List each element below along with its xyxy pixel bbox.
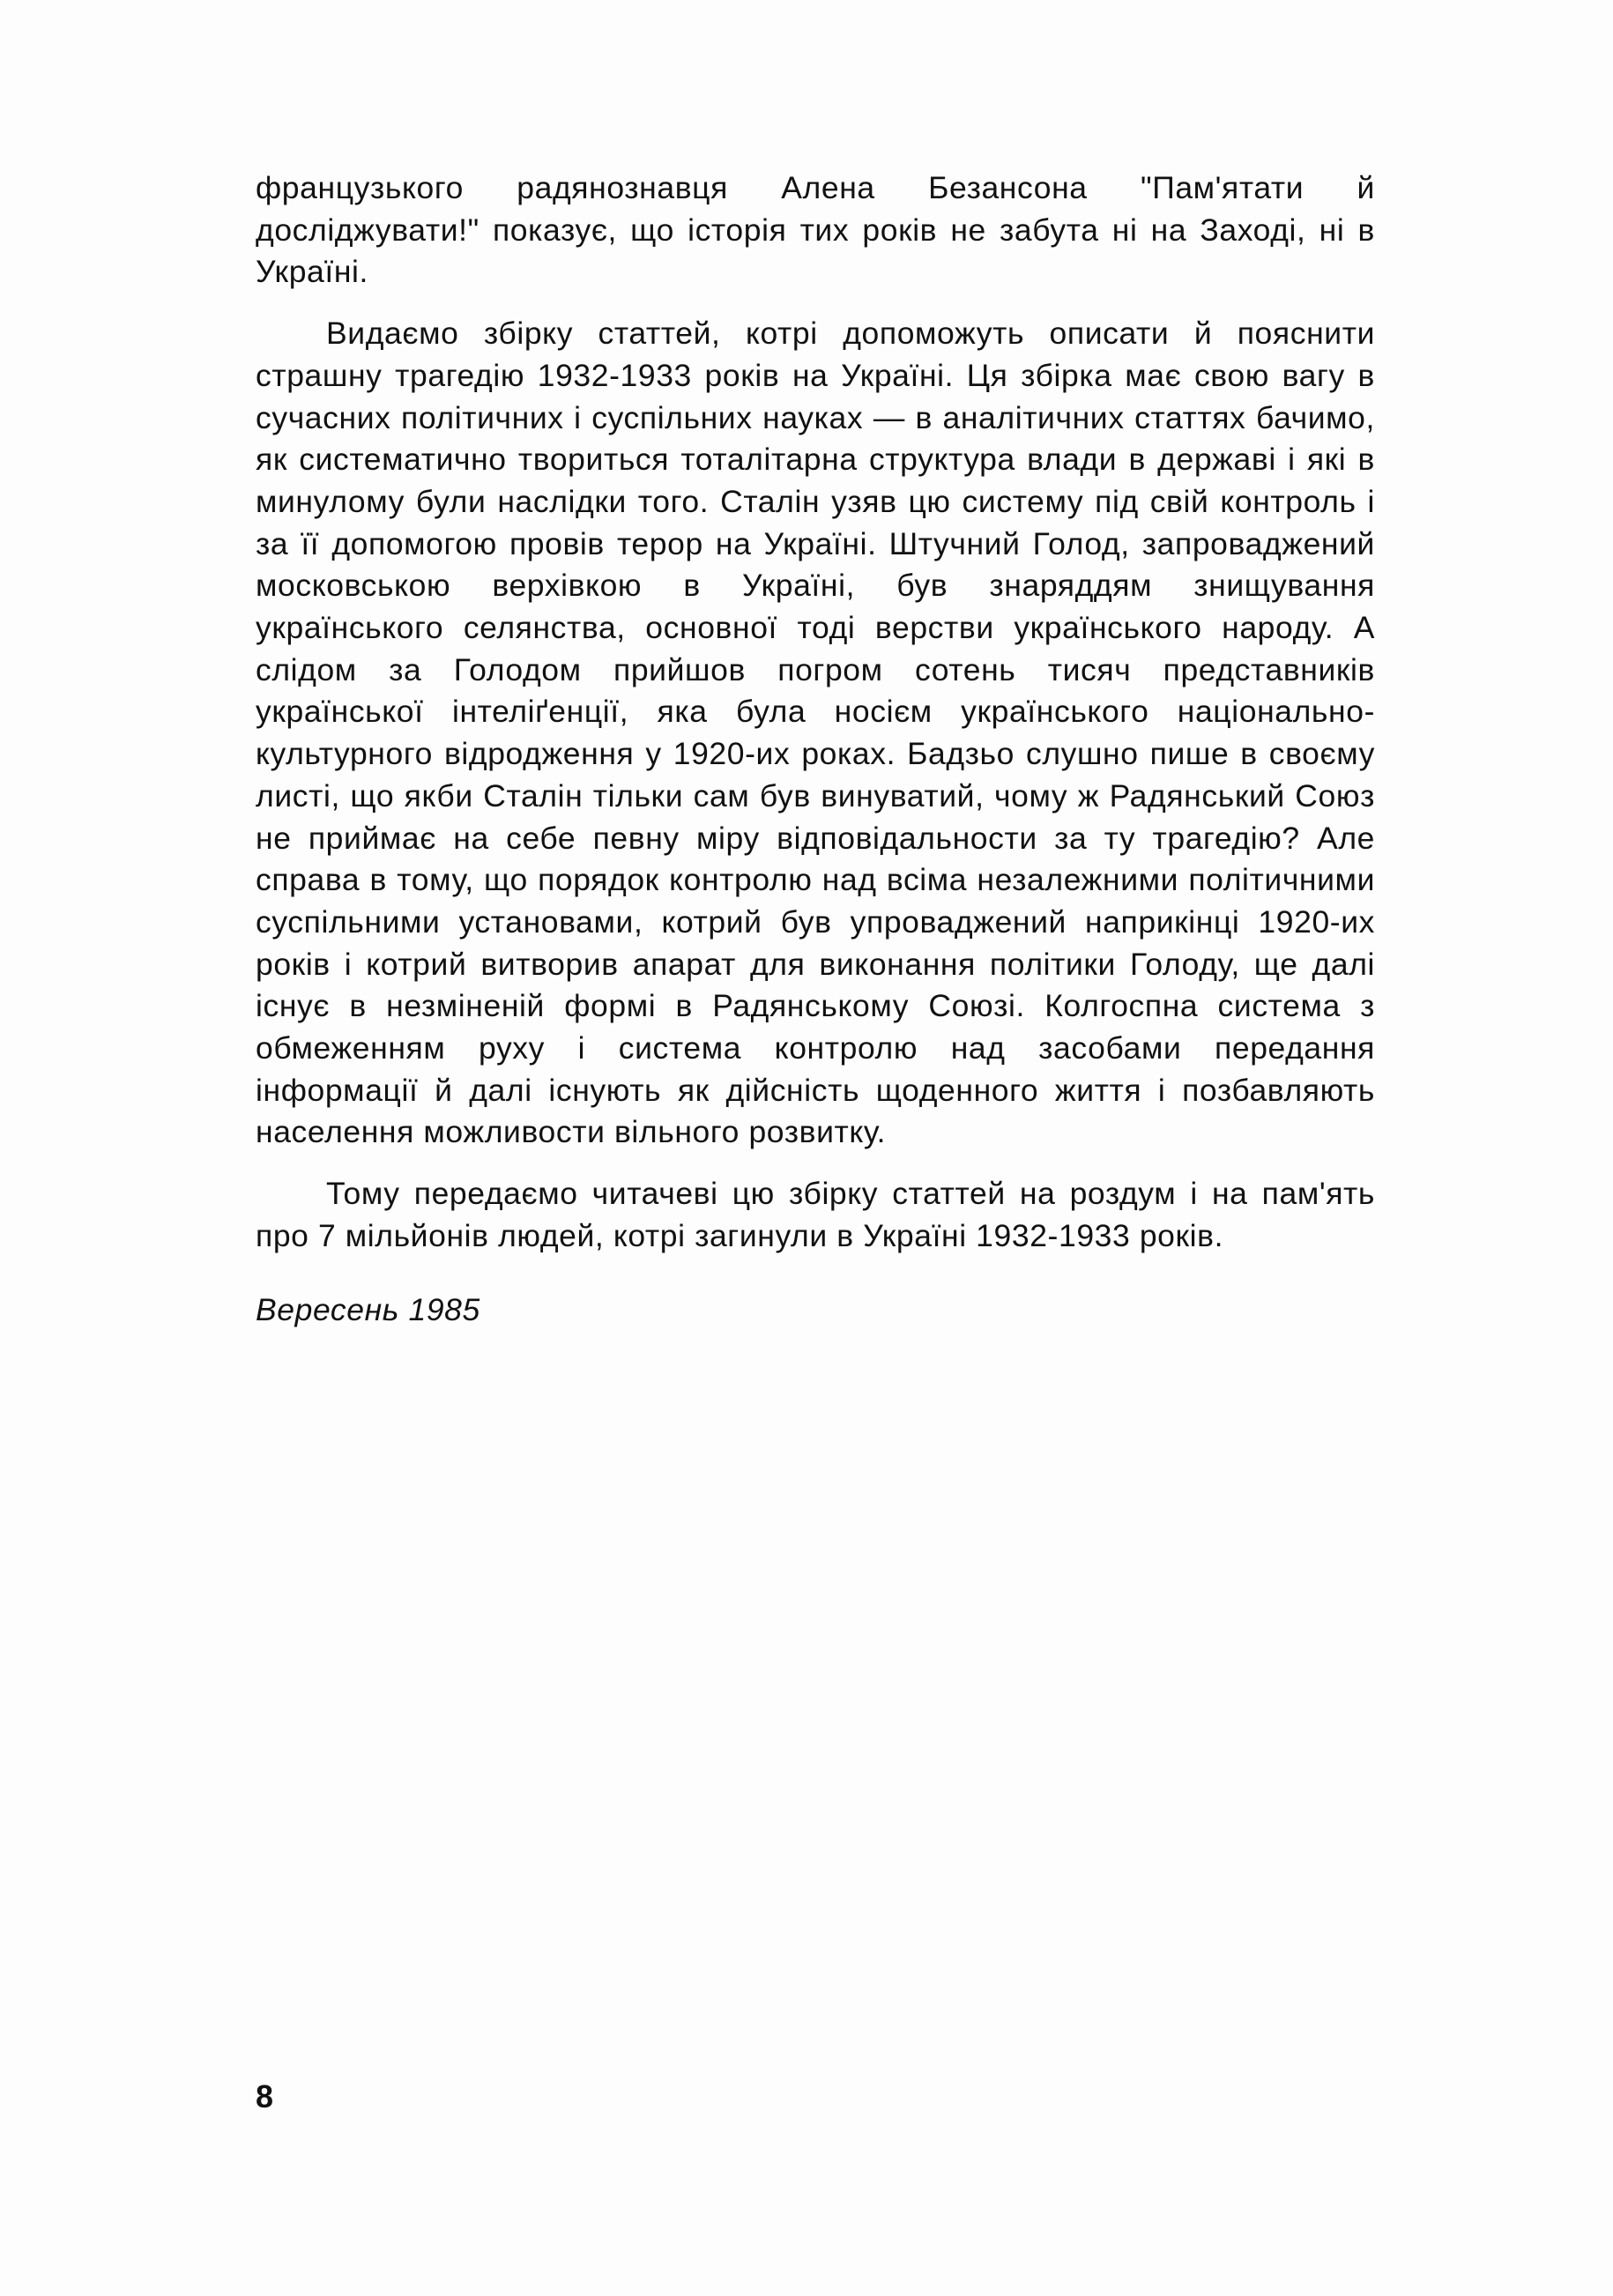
page-number: 8 [256,2078,274,2114]
body-text [256,167,1375,1331]
paragraph-1: французького радянознавця Алена Безансона "Пам'ятати й досліджувати!" показує, що історія тих років не забута ні на Заході, ні в Україні. [256,170,1375,290]
paragraph-3: Тому передаємо читачеві цю збірку статтей на роздум і на пам'ять про 7 мільйонів людей, котрі загинули в Україні 1932-1933 років. [256,1176,1375,1253]
date-line: Вересень 1985 [256,1291,480,1327]
paragraph-2: Видаємо збірку статтей, котрі допоможуть описати й пояснити страшну трагедію 1932-1933 років на Україні. Ця збірка має свою вагу в сучасних політичних і суспільних науках — в аналітичних статтях бачимо, як систематично твориться тоталітарна структура влади в державі і які в минулому були наслідки того. Сталін узяв цю систему під свій контроль і за її допомогою провів терор на Україні. Штучний Голод, запроваджений московською верхівкою в Україні, був знаряддям знищування українського селянства, основної тоді верстви українського народу. А слідом за Голодом прийшов погром сотень тисяч представників української інтеліґенції, яка була носієм українського національно-культурного відродження у 1920-их роках. Бадзьо слушно пише в своєму листі, що якби Сталін тільки сам був винуватий, чому ж Радянський Союз не приймає на себе певну міру відповідальности за ту трагедію? Але справа в тому, що порядок контролю над всіма незалежними політичними суспільними установами, котрий був упроваджений наприкінці 1920-их років і котрий витворив апарат для виконання політики Голоду, ще далі існує в незміненій формі в Радянському Союзі. Колгоспна система з обмеженням руху і система контролю над засобами передання інформації й далі існують як дійсність щоденного життя і позбавляють населення можливости вільного розвитку. [256,316,1375,1150]
